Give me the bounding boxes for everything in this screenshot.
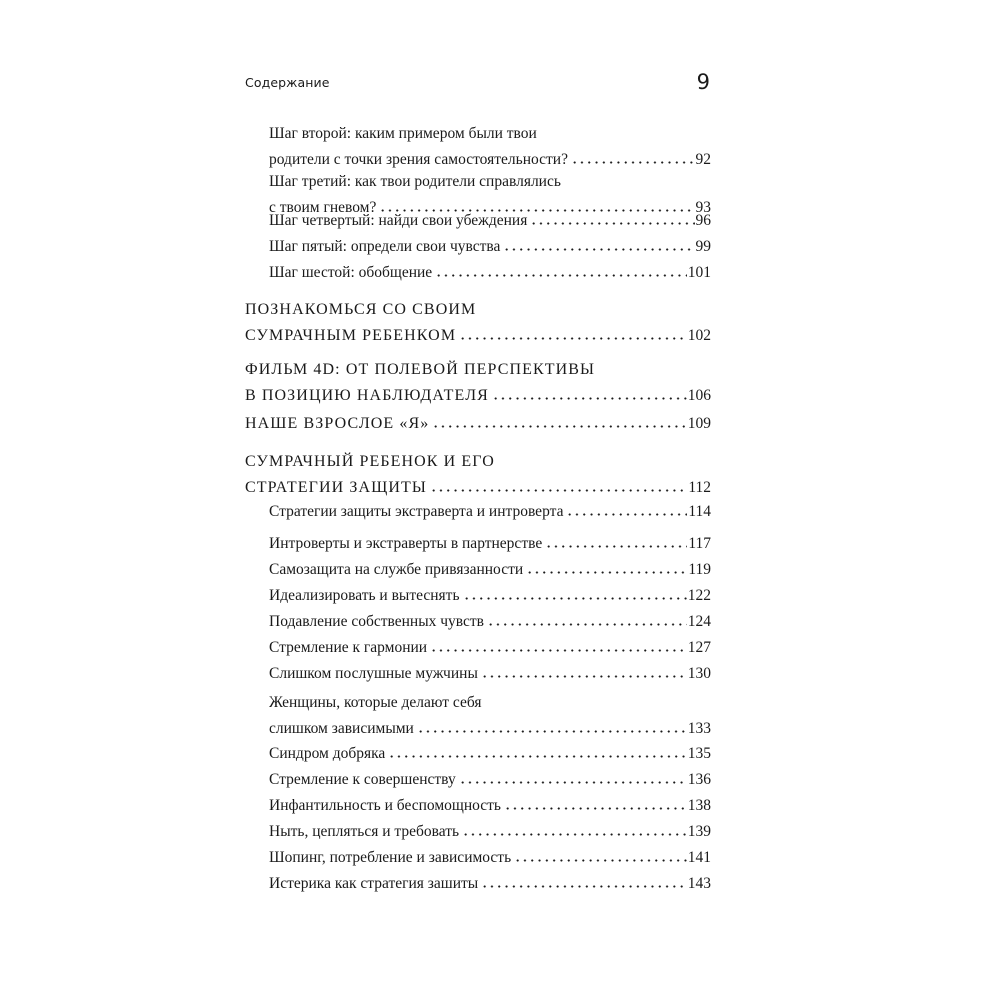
toc-section-entry[interactable] bbox=[245, 357, 711, 409]
toc-entry-last-line bbox=[269, 531, 711, 557]
toc-entry-page-number: 133 bbox=[687, 720, 711, 737]
toc-entry-title-line: Стремление к совершенству bbox=[269, 771, 456, 788]
toc-entry-page-number: 136 bbox=[687, 771, 711, 788]
dot-leader bbox=[524, 571, 687, 574]
dot-leader bbox=[433, 274, 687, 277]
toc-entry-last-line bbox=[269, 741, 711, 767]
toc-entry-last-line bbox=[269, 635, 711, 661]
toc-entry-last-line bbox=[245, 411, 711, 437]
dot-leader bbox=[512, 859, 687, 862]
toc-subsection-entry[interactable] bbox=[269, 635, 711, 661]
toc-entry-page-number: 139 bbox=[687, 823, 711, 840]
toc-entry-last-line bbox=[269, 767, 711, 793]
toc-entry-page-number: 127 bbox=[687, 639, 711, 656]
toc-entry-title-line: Истерика как стратегия зашиты bbox=[269, 875, 479, 892]
toc-entry-page-number: 106 bbox=[687, 387, 711, 404]
toc-entry-last-line bbox=[269, 557, 711, 583]
toc-entry-title-line: СУМРАЧНЫМ РЕБЕНКОМ bbox=[245, 327, 457, 344]
dot-leader bbox=[457, 337, 687, 340]
toc-entry-title-line: Синдром добряка bbox=[269, 745, 386, 762]
page-number: 9 bbox=[696, 70, 710, 94]
dot-leader bbox=[386, 755, 686, 758]
toc-subsection-entry[interactable] bbox=[269, 741, 711, 767]
toc-entry-last-line bbox=[269, 499, 711, 525]
toc-entry-title-line: НАШЕ ВЗРОСЛОЕ «Я» bbox=[245, 415, 430, 432]
toc-entry-title-line: СТРАТЕГИИ ЗАЩИТЫ bbox=[245, 479, 427, 496]
toc-entry-page-number: 99 bbox=[695, 238, 711, 255]
toc-entry-page-number: 135 bbox=[687, 745, 711, 762]
toc-entry-page-number: 122 bbox=[687, 587, 711, 604]
dot-leader bbox=[528, 222, 694, 225]
toc-subsection-entry[interactable] bbox=[269, 499, 711, 525]
toc-subsection-entry[interactable] bbox=[269, 208, 711, 234]
toc-entry-title-line: Шаг шестой: обобщение bbox=[269, 264, 433, 281]
toc-entry-title-line: Идеализировать и вытеснять bbox=[269, 587, 460, 604]
dot-leader bbox=[479, 885, 687, 888]
toc-subsection-entry[interactable] bbox=[269, 609, 711, 635]
toc-subsection-entry[interactable] bbox=[269, 767, 711, 793]
toc-entry-title-line: Стратегии защиты экстраверта и интроверта bbox=[269, 503, 564, 520]
dot-leader bbox=[502, 807, 687, 810]
toc-entry-title-line: Шаг второй: каким примером были твои bbox=[269, 125, 537, 142]
toc-entry-page-number: 130 bbox=[687, 665, 711, 682]
toc-subsection-entry[interactable] bbox=[269, 121, 711, 173]
toc-subsection-entry[interactable] bbox=[269, 557, 711, 583]
toc-subsection-entry[interactable] bbox=[269, 819, 711, 845]
toc-entry-last-line bbox=[269, 260, 711, 286]
toc-section-entry[interactable] bbox=[245, 411, 711, 437]
toc-entry-page-number: 92 bbox=[695, 151, 711, 168]
toc-entry-last-line bbox=[269, 234, 711, 260]
toc-entry-title-line: СУМРАЧНЫЙ РЕБЕНОК И ЕГО bbox=[245, 453, 495, 470]
toc-entry-page-number: 102 bbox=[687, 327, 711, 344]
toc-entry-title-line: слишком зависимыми bbox=[269, 720, 414, 737]
toc-entry-last-line bbox=[269, 871, 711, 897]
toc-subsection-entry[interactable] bbox=[269, 583, 711, 609]
toc-entry-page-number: 141 bbox=[687, 849, 711, 866]
running-title: Содержание bbox=[245, 75, 330, 90]
toc-subsection-entry[interactable] bbox=[269, 871, 711, 897]
toc-entry-title-line: ПОЗНАКОМЬСЯ СО СВОИМ bbox=[245, 301, 477, 318]
dot-leader bbox=[428, 649, 687, 652]
toc-entry-title-line: Самозащита на службе привязанности bbox=[269, 561, 524, 578]
toc-entry-title-line: Шаг пятый: определи свои чувства bbox=[269, 238, 501, 255]
dot-leader bbox=[564, 513, 687, 516]
dot-leader bbox=[490, 397, 687, 400]
dot-leader bbox=[428, 489, 687, 492]
table-of-contents bbox=[245, 0, 711, 1000]
toc-entry-title-line: Шаг четвертый: найди свои убеждения bbox=[269, 212, 528, 229]
toc-section-entry[interactable] bbox=[245, 297, 711, 349]
toc-section-entry[interactable] bbox=[245, 449, 711, 501]
toc-entry-title-line: родители с точки зрения самостоятельности? bbox=[269, 151, 568, 168]
toc-entry-last-line bbox=[269, 609, 711, 635]
toc-subsection-entry[interactable] bbox=[269, 690, 711, 742]
toc-entry-page-number: 117 bbox=[688, 535, 711, 552]
toc-entry-last-line bbox=[245, 323, 711, 349]
dot-leader bbox=[460, 833, 687, 836]
toc-entry-last-line bbox=[269, 583, 711, 609]
toc-entry-page-number: 101 bbox=[687, 264, 711, 281]
dot-leader bbox=[430, 425, 686, 428]
toc-subsection-entry[interactable] bbox=[269, 234, 711, 260]
toc-entry-last-line bbox=[269, 819, 711, 845]
toc-entry-last-line bbox=[269, 208, 711, 234]
toc-entry-page-number: 96 bbox=[695, 212, 711, 229]
toc-entry-page-number: 93 bbox=[695, 199, 711, 216]
dot-leader bbox=[569, 161, 695, 164]
dot-leader bbox=[479, 675, 687, 678]
toc-entry-page-number: 138 bbox=[687, 797, 711, 814]
toc-entry-last-line bbox=[245, 475, 711, 501]
toc-subsection-entry[interactable] bbox=[269, 845, 711, 871]
toc-entry-page-number: 114 bbox=[688, 503, 711, 520]
toc-subsection-entry[interactable] bbox=[269, 260, 711, 286]
toc-subsection-entry[interactable] bbox=[269, 531, 711, 557]
toc-entry-title-line: Шаг третий: как твои родители справлялись bbox=[269, 173, 561, 190]
dot-leader bbox=[415, 730, 687, 733]
dot-leader bbox=[457, 781, 687, 784]
toc-entry-page-number: 112 bbox=[688, 479, 711, 496]
toc-entry-last-line bbox=[269, 793, 711, 819]
toc-entry-title-line: Женщины, которые делают себя bbox=[269, 694, 482, 711]
dot-leader bbox=[501, 248, 694, 251]
toc-entry-page-number: 143 bbox=[687, 875, 711, 892]
dot-leader bbox=[485, 623, 687, 626]
toc-subsection-entry[interactable] bbox=[269, 661, 711, 687]
dot-leader bbox=[461, 597, 687, 600]
toc-entry-last-line bbox=[245, 383, 711, 409]
toc-entry-page-number: 109 bbox=[687, 415, 711, 432]
toc-entry-title-line: Слишком послушные мужчины bbox=[269, 665, 478, 682]
toc-entry-title-line: Подавление собственных чувств bbox=[269, 613, 484, 630]
dot-leader bbox=[543, 545, 687, 548]
toc-entry-title-line: Интроверты и экстраверты в партнерстве bbox=[269, 535, 543, 552]
toc-entry-last-line bbox=[269, 661, 711, 687]
toc-entry-page-number: 124 bbox=[687, 613, 711, 630]
toc-entry-title-line: В ПОЗИЦИЮ НАБЛЮДАТЕЛЯ bbox=[245, 387, 489, 404]
toc-entry-title-line: с твоим гневом? bbox=[269, 199, 377, 216]
toc-subsection-entry[interactable] bbox=[269, 793, 711, 819]
toc-entry-title-line: Стремление к гармонии bbox=[269, 639, 428, 656]
toc-entry-title-line: ФИЛЬМ 4D: ОТ ПОЛЕВОЙ ПЕРСПЕКТИВЫ bbox=[245, 361, 596, 378]
toc-entry-page-number: 119 bbox=[688, 561, 711, 578]
toc-entry-title-line: Ныть, цепляться и требовать bbox=[269, 823, 460, 840]
toc-entry-last-line bbox=[269, 845, 711, 871]
toc-entry-last-line bbox=[269, 716, 711, 742]
toc-entry-title-line: Шопинг, потребление и зависимость bbox=[269, 849, 512, 866]
toc-entry-title-line: Инфантильность и беспомощность bbox=[269, 797, 502, 814]
